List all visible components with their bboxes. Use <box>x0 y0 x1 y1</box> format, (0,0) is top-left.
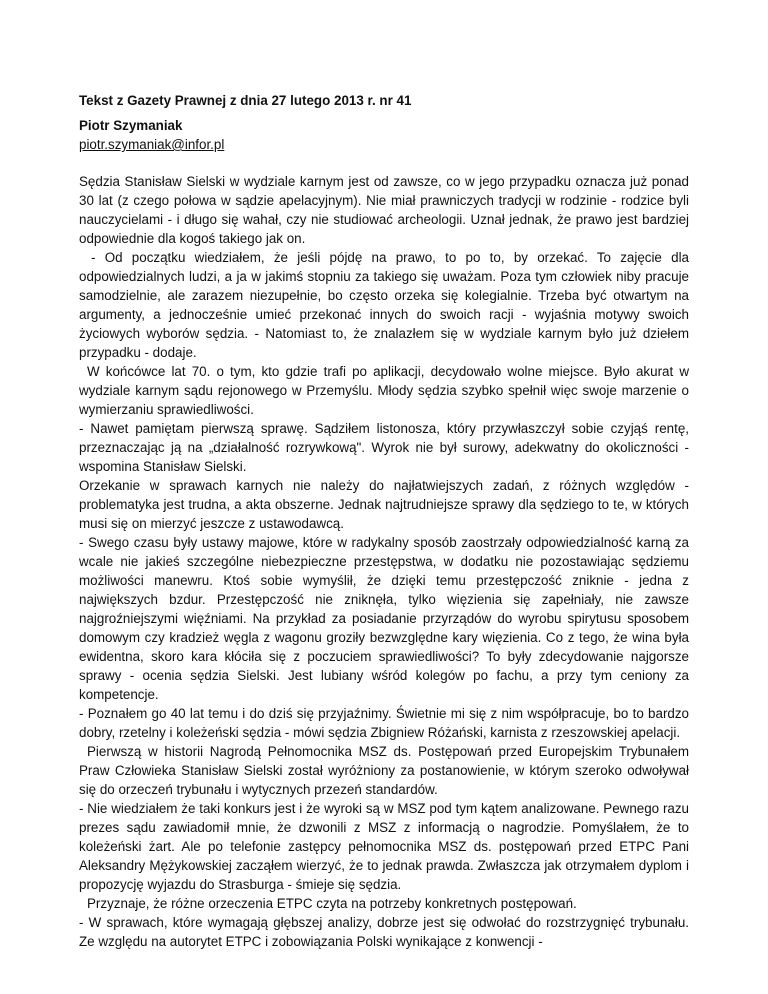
author-name: Piotr Szymaniak <box>79 118 183 133</box>
paragraph: - Nie wiedziałem że taki konkurs jest i że wyroki są w MSZ pod tym kątem analizowane. Pewnego razu prezes sądu zawiadomił mnie, że dzwonili z MSZ z informacją o nagrodzie. Pomyślałem, że to koleżeński żart. Ale po telefonie zastępcy pełnomocnika MSZ ds. postępowań przed ETPC Pani Aleksandry Mężykowskiej zacząłem wierzyć, że to jednak prawda. Zwłaszcza jak otrzymałem dyplom i propozycję wyjazdu do Strasburga - śmieje się sędzia. <box>79 801 689 892</box>
document-page <box>79 91 689 951</box>
paragraph: Pierwszą w historii Nagrodą Pełnomocnika MSZ ds. Postępowań przed Europejskim Trybunałem Praw Człowieka Stanisław Sielski został wyróżniony za postanowienie, w którym szeroko odwoływał się do orzeczeń trybunału i wytycznych przezeń standardów. <box>79 744 689 797</box>
paragraph: - Od początku wiedziałem, że jeśli pójdę na prawo, to po to, by orzekać. To zajęcie dla odpowiedzialnych ludzi, a ja w jakimś stopniu za takiego się uważam. Poza tym człowiek niby pracuje samodzielnie, ale zarazem niezupełnie, bo często orzeka się kolegialnie. Trzeba być otwartym na argumenty, a jednocześnie umieć przekonać innych do swoich racji - wyjaśnia motywy swoich życiowych wyborów sędzia. - Natomiast to, że znalazłem się w wydziale karnym było już dziełem przypadku - dodaje. <box>79 250 689 360</box>
paragraph: Orzekanie w sprawach karnych nie należy do najłatwiejszych zadań, z różnych względów - problematyka jest trudna, a akta obszerne. Jednak najtrudniejsze sprawy dla sędziego to te, w których musi się on mierzyć jeszcze z ustawodawcą. <box>79 478 689 531</box>
paragraph: Sędzia Stanisław Sielski w wydziale karnym jest od zawsze, co w jego przypadku oznacza już ponad 30 lat (z czego połowa w sądzie apelacyjnym). Nie miał prawniczych tradycji w rodzinie - rodzice byli nauczycielami - i długo się wahał, czy nie studiować archeologii. Uznał jednak, że prawo jest bardziej odpowiednie dla kogoś takiego jak on. <box>79 174 689 246</box>
paragraph: W końcówce lat 70. o tym, kto gdzie trafi po aplikacji, decydowało wolne miejsce. Było akurat w wydziale karnym sądu rejonowego w Przemyślu. Młody sędzia szybko spełnił więc swoje marzenie o wymierzaniu sprawiedliwości. <box>79 364 689 417</box>
paragraph: - W sprawach, które wymagają głębszej analizy, dobrze jest się odwołać do rozstrzygnięć trybunału. Ze względu na autorytet ETPC i zobowiązania Polski wynikające z konwencji - <box>79 915 689 949</box>
paragraph: - Swego czasu były ustawy majowe, które w radykalny sposób zaostrzały odpowiedzialność karną za wcale nie jakieś szczególne niebezpieczne przestępstwa, w dodatku nie pozostawiając sędziemu możliwości manewru. Ktoś sobie wymyślił, że dzięki temu przestępczość zniknie - jedna z największych bzdur. Przestępczość nie zniknęła, tylko więzienia się zapełniały, nie zawsze najgroźniejszymi więźniami. Na przykład za posiadanie przyrządów do wyrobu spirytusu sposobem domowym czy kradzież węgla z wagonu groziły bezwzględne kary więzienia. Co z tego, że wina była ewidentna, skoro kara kłóciła się z poczuciem sprawiedliwości? To były zdecydowanie najgorsze sprawy - ocenia sędzia Sielski. Jest lubiany wśród kolegów po fachu, a przy tym ceniony za kompetencje. <box>79 535 689 702</box>
author-email-link[interactable]: piotr.szymaniak@infor.pl <box>79 137 225 152</box>
article-source-title: Tekst z Gazety Prawnej z dnia 27 lutego 2013 r. nr 41 <box>79 93 412 108</box>
article-body <box>79 172 689 951</box>
paragraph: Przyznaje, że różne orzeczenia ETPC czyta na potrzeby konkretnych postępowań. <box>87 896 577 911</box>
paragraph: - Nawet pamiętam pierwszą sprawę. Sądziłem listonosza, który przywłaszczył sobie czyjąś rentę, przeznaczając ją na „działalność rozrywkową". Wyrok nie był surowy, adekwatny do okoliczności - wspomina Stanisław Sielski. <box>79 421 689 474</box>
paragraph: - Poznałem go 40 lat temu i do dziś się przyjaźnimy. Świetnie mi się z nim współpracuje, bo to bardzo dobry, rzetelny i koleżeński sędzia - mówi sędzia Zbigniew Różański, karnista z rzeszowskiej apelacji. <box>79 706 689 740</box>
spacer <box>79 154 689 172</box>
